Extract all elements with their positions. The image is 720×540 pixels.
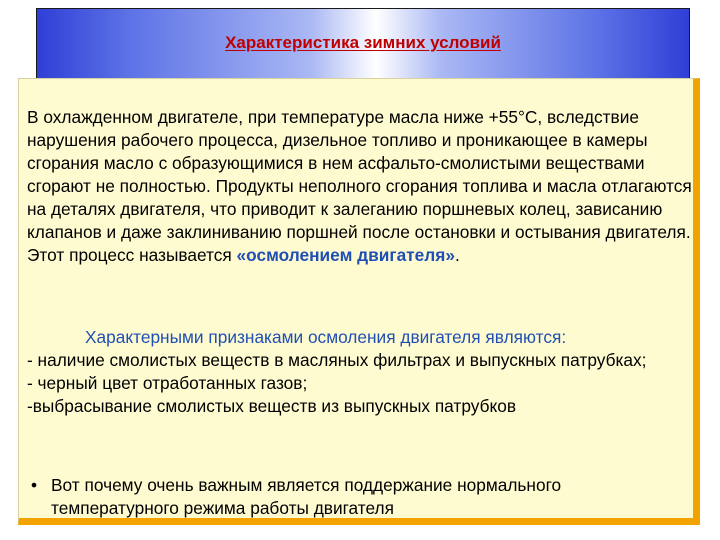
bullet-text: Вот почему очень важным является поддержание нормального температурного режима работы двигателя	[51, 475, 562, 518]
list-item: -выбрасывание смолистых веществ из выпускных патрубков	[27, 396, 517, 416]
title-banner	[36, 8, 690, 88]
slide-title: Характеристика зимних условий	[225, 33, 501, 52]
main-paragraph	[27, 106, 695, 267]
list-item: - наличие смолистых веществ в масляных фильтрах и выпускных патрубках;	[27, 350, 647, 370]
content-panel	[18, 78, 700, 525]
signs-list-heading: Характерными признаками осмоления двигателя являются:	[85, 327, 567, 347]
highlighted-term: «осмолением двигателя»	[236, 245, 455, 265]
bullet-icon: •	[31, 475, 38, 495]
paragraph-text: В охлажденном двигателе, при температуре масла ниже +55°С, вследствие нарушения рабочего процесса, дизельное топливо и проникающее в камеры сгорания масло с образующимися в нем асфальто-смолистыми веществами сгорают не полностью. Продукты неполного сгорания топлива и масла отлагаются на деталях двигателя, что приводит к залеганию поршневых колец, зависанию клапанов и даже заклиниванию поршней после остановки и остывания двигателя. Этот процесс называется	[27, 107, 692, 265]
paragraph-end: .	[454, 245, 460, 265]
signs-list	[27, 326, 695, 418]
list-item: - черный цвет отработанных газов;	[27, 373, 308, 393]
bullet-point	[27, 474, 687, 520]
